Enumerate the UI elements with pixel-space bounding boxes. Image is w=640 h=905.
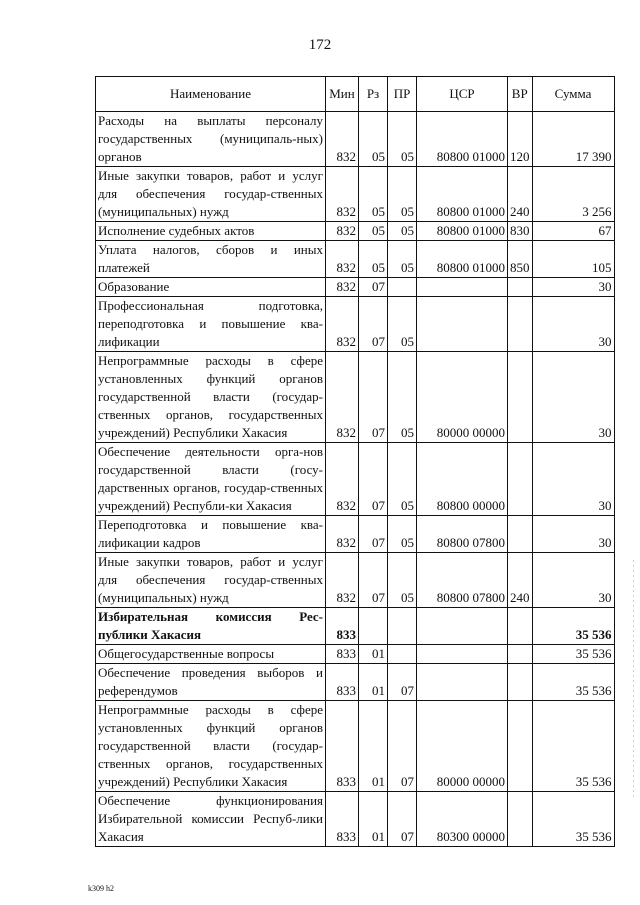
table-row — [96, 112, 615, 167]
cell-rz: 07 — [359, 297, 388, 352]
cell-pr: 05 — [388, 167, 417, 222]
cell-name: Непрограммные расходы в сфере установленных функций органов государственной власти (государ-ственных органов, государственных учреждений) Республики Хакасия — [96, 352, 326, 443]
cell-pr: 05 — [388, 112, 417, 167]
cell-pr: 05 — [388, 241, 417, 278]
cell-min: 832 — [326, 443, 359, 516]
cell-name: Образование — [96, 278, 326, 297]
cell-pr — [388, 608, 417, 645]
cell-min: 833 — [326, 664, 359, 701]
cell-rz: 07 — [359, 278, 388, 297]
cell-sum: 30 — [532, 297, 614, 352]
cell-name: Общегосударственные вопросы — [96, 645, 326, 664]
cell-csr: 80800 01000 — [417, 222, 508, 241]
cell-sum: 67 — [532, 222, 614, 241]
column-header-vr: ВР — [508, 77, 533, 112]
cell-rz: 05 — [359, 222, 388, 241]
cell-min: 832 — [326, 278, 359, 297]
cell-name: Расходы на выплаты персоналу государственных (муниципаль-ных) органов — [96, 112, 326, 167]
cell-vr — [508, 352, 533, 443]
cell-name: Иные закупки товаров, работ и услуг для обеспечения государ-ственных (муниципальных) нужд — [96, 167, 326, 222]
cell-name: Обеспечение деятельности орга-нов государственной власти (госу-дарственных органов, государ-ственных учреждений) Республи-ки Хакасия — [96, 443, 326, 516]
cell-name: Переподготовка и повышение ква-лификации кадров — [96, 516, 326, 553]
cell-csr: 80000 00000 — [417, 701, 508, 792]
cell-vr — [508, 278, 533, 297]
cell-min: 833 — [326, 645, 359, 664]
cell-pr: 07 — [388, 664, 417, 701]
cell-csr — [417, 297, 508, 352]
cell-min: 832 — [326, 241, 359, 278]
footer-code: k309 h2 — [88, 884, 114, 893]
cell-min: 832 — [326, 297, 359, 352]
cell-sum: 35 536 — [532, 701, 614, 792]
cell-rz: 01 — [359, 645, 388, 664]
table-row — [96, 297, 615, 352]
cell-sum: 35 536 — [532, 645, 614, 664]
table-row — [96, 167, 615, 222]
cell-csr: 80000 00000 — [417, 352, 508, 443]
table-row — [96, 645, 615, 664]
cell-pr: 05 — [388, 222, 417, 241]
cell-csr: 80800 01000 — [417, 112, 508, 167]
cell-min: 832 — [326, 167, 359, 222]
table-row — [96, 352, 615, 443]
cell-sum: 30 — [532, 553, 614, 608]
cell-min: 833 — [326, 608, 359, 645]
cell-name: Профессиональная подготовка, переподготовка и повышение ква-лификации — [96, 297, 326, 352]
cell-name: Непрограммные расходы в сфере установленных функций органов государственной власти (государ-ственных органов, государственных учреждений) Республики Хакасия — [96, 701, 326, 792]
table-header-row — [96, 77, 615, 112]
table-row — [96, 553, 615, 608]
cell-pr: 07 — [388, 792, 417, 847]
table-row — [96, 516, 615, 553]
cell-sum: 35 536 — [532, 664, 614, 701]
cell-vr — [508, 645, 533, 664]
cell-sum: 3 256 — [532, 167, 614, 222]
page-number: 172 — [308, 37, 332, 53]
cell-vr: 830 — [508, 222, 533, 241]
cell-csr — [417, 664, 508, 701]
cell-vr — [508, 608, 533, 645]
scan-artifact — [633, 560, 634, 800]
cell-name: Исполнение судебных актов — [96, 222, 326, 241]
cell-vr — [508, 664, 533, 701]
column-header-min: Мин — [326, 77, 359, 112]
cell-pr: 07 — [388, 701, 417, 792]
cell-vr — [508, 297, 533, 352]
table-row — [96, 278, 615, 297]
cell-min: 833 — [326, 701, 359, 792]
cell-sum: 30 — [532, 278, 614, 297]
cell-sum: 30 — [532, 516, 614, 553]
cell-vr: 240 — [508, 553, 533, 608]
cell-rz: 01 — [359, 664, 388, 701]
cell-sum: 35 536 — [532, 608, 614, 645]
cell-name: Обеспечение проведения выборов и референдумов — [96, 664, 326, 701]
column-header-csr: ЦСР — [417, 77, 508, 112]
cell-csr — [417, 608, 508, 645]
cell-min: 832 — [326, 112, 359, 167]
cell-name: Избирательная комиссия Рес-публики Хакасия — [96, 608, 326, 645]
cell-name: Обеспечение функционирования Избирательной комиссии Респуб-лики Хакасия — [96, 792, 326, 847]
cell-rz: 05 — [359, 167, 388, 222]
cell-csr: 80800 01000 — [417, 241, 508, 278]
cell-vr — [508, 792, 533, 847]
cell-sum: 30 — [532, 352, 614, 443]
table-row — [96, 664, 615, 701]
cell-name: Иные закупки товаров, работ и услуг для обеспечения государ-ственных (муниципальных) нужд — [96, 553, 326, 608]
cell-sum: 105 — [532, 241, 614, 278]
cell-pr — [388, 278, 417, 297]
cell-rz: 07 — [359, 553, 388, 608]
cell-min: 833 — [326, 792, 359, 847]
cell-rz: 05 — [359, 112, 388, 167]
budget-table — [95, 76, 615, 847]
cell-vr — [508, 701, 533, 792]
cell-min: 832 — [326, 553, 359, 608]
cell-min: 832 — [326, 222, 359, 241]
column-header-rz: Рз — [359, 77, 388, 112]
cell-csr: 80800 01000 — [417, 167, 508, 222]
cell-name: Уплата налогов, сборов и иных платежей — [96, 241, 326, 278]
cell-rz: 07 — [359, 443, 388, 516]
cell-sum: 17 390 — [532, 112, 614, 167]
cell-pr: 05 — [388, 516, 417, 553]
cell-min: 832 — [326, 352, 359, 443]
table-row — [96, 241, 615, 278]
cell-rz: 07 — [359, 352, 388, 443]
cell-csr: 80800 07800 — [417, 516, 508, 553]
cell-vr — [508, 516, 533, 553]
column-header-sum: Сумма — [532, 77, 614, 112]
cell-csr: 80800 00000 — [417, 443, 508, 516]
cell-csr — [417, 278, 508, 297]
cell-pr: 05 — [388, 443, 417, 516]
cell-pr: 05 — [388, 553, 417, 608]
cell-rz — [359, 608, 388, 645]
cell-pr: 05 — [388, 297, 417, 352]
cell-min: 832 — [326, 516, 359, 553]
table-row — [96, 792, 615, 847]
cell-vr: 240 — [508, 167, 533, 222]
column-header-name: Наименование — [96, 77, 326, 112]
table-row — [96, 608, 615, 645]
cell-rz: 01 — [359, 701, 388, 792]
cell-sum: 35 536 — [532, 792, 614, 847]
column-header-pr: ПР — [388, 77, 417, 112]
table-row — [96, 222, 615, 241]
cell-vr: 120 — [508, 112, 533, 167]
cell-sum: 30 — [532, 443, 614, 516]
cell-rz: 01 — [359, 792, 388, 847]
cell-csr — [417, 645, 508, 664]
cell-rz: 05 — [359, 241, 388, 278]
cell-pr — [388, 645, 417, 664]
cell-csr: 80800 07800 — [417, 553, 508, 608]
cell-rz: 07 — [359, 516, 388, 553]
cell-vr — [508, 443, 533, 516]
table-row — [96, 443, 615, 516]
cell-csr: 80300 00000 — [417, 792, 508, 847]
cell-pr: 05 — [388, 352, 417, 443]
cell-vr: 850 — [508, 241, 533, 278]
table-row — [96, 701, 615, 792]
